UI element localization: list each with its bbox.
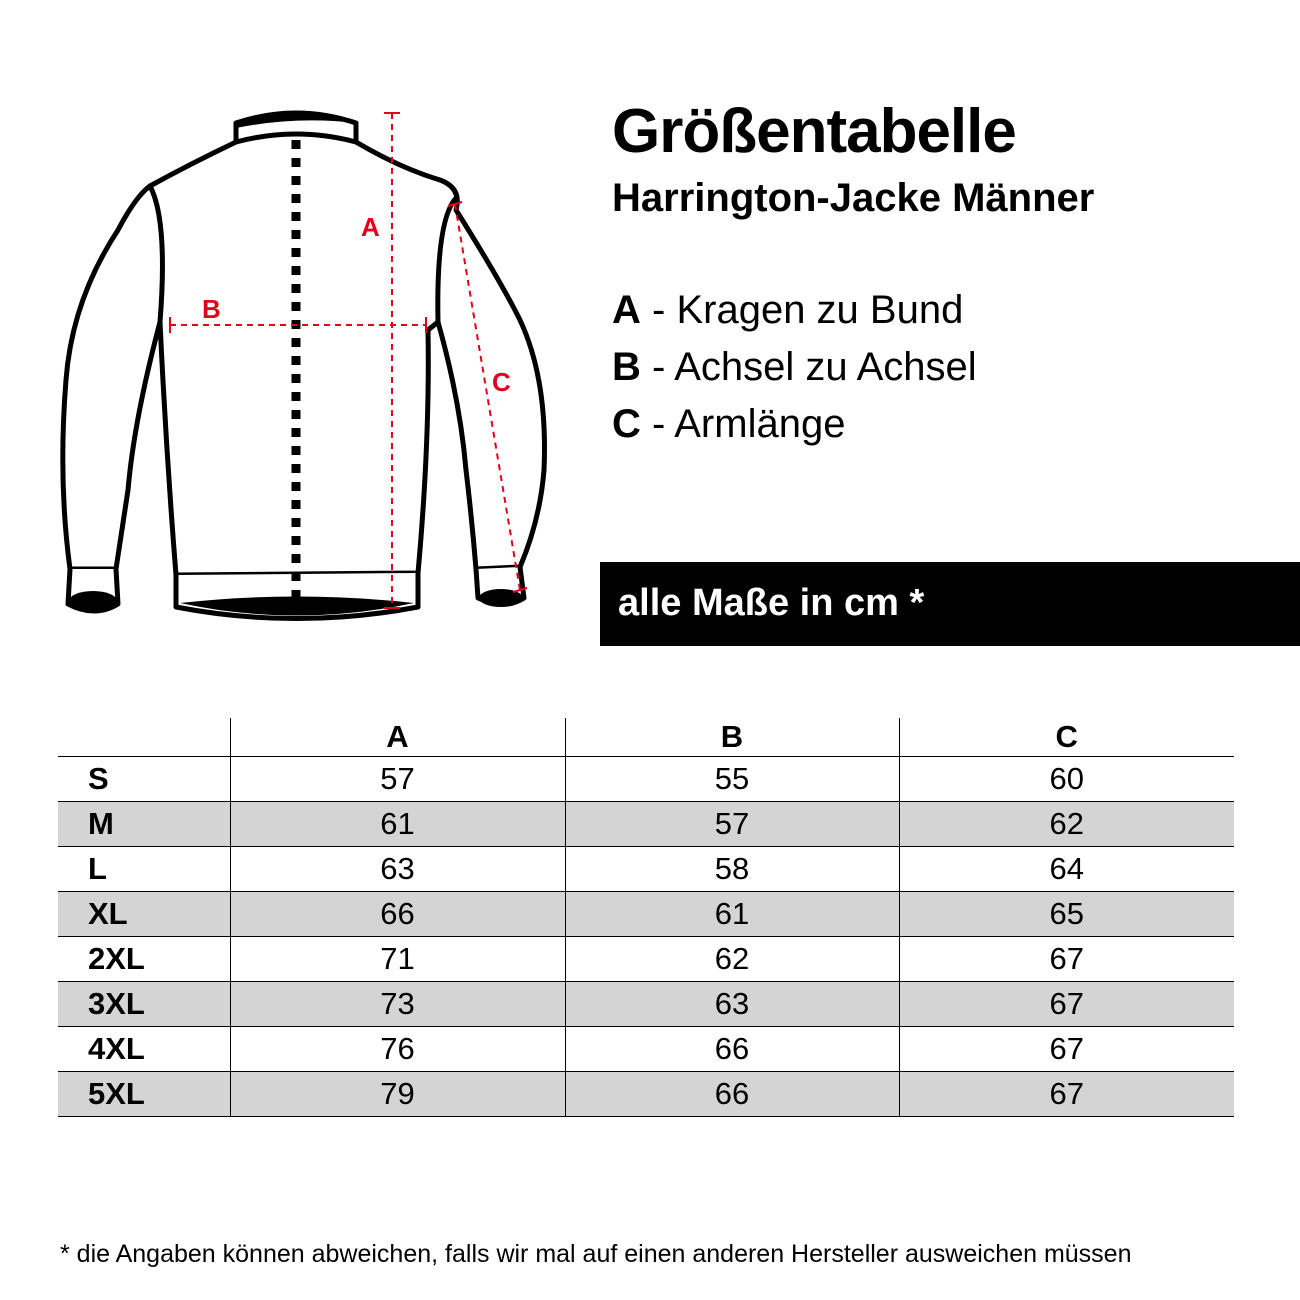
unit-note: alle Maße in cm * (618, 582, 925, 624)
legend-text: - Kragen zu Bund (652, 288, 964, 332)
value-b: 61 (565, 892, 899, 937)
value-c: 62 (899, 802, 1234, 847)
table-row (58, 757, 1234, 802)
jacket-body-outline (63, 113, 545, 575)
size-cell: XL (58, 892, 230, 937)
size-cell: S (58, 757, 230, 802)
table-row (58, 1027, 1234, 1072)
value-b: 63 (565, 982, 899, 1027)
size-cell: 4XL (58, 1027, 230, 1072)
value-c: 65 (899, 892, 1234, 937)
measurement-legend (612, 282, 977, 453)
value-c: 67 (899, 982, 1234, 1027)
size-cell: 3XL (58, 982, 230, 1027)
value-c: 64 (899, 847, 1234, 892)
header-c: C (899, 718, 1234, 757)
legend-item-c (612, 396, 977, 453)
diagram-label-b: B (202, 294, 221, 324)
legend-key: C (612, 402, 641, 446)
diagram-label-c: C (492, 367, 511, 397)
value-b: 58 (565, 847, 899, 892)
diagram-label-a: A (361, 212, 380, 242)
table-row (58, 937, 1234, 982)
jacket-diagram (0, 0, 600, 660)
size-cell: 2XL (58, 937, 230, 982)
value-b: 62 (565, 937, 899, 982)
value-c: 67 (899, 1072, 1234, 1117)
value-b: 66 (565, 1072, 899, 1117)
value-c: 67 (899, 1027, 1234, 1072)
value-b: 66 (565, 1027, 899, 1072)
legend-key: A (612, 288, 641, 332)
value-a: 73 (230, 982, 565, 1027)
legend-text: - Achsel zu Achsel (652, 345, 977, 389)
value-a: 71 (230, 937, 565, 982)
table-header-row (58, 718, 1234, 757)
table-row (58, 1072, 1234, 1117)
header-empty (58, 718, 230, 757)
table-row (58, 802, 1234, 847)
value-c: 67 (899, 937, 1234, 982)
value-a: 63 (230, 847, 565, 892)
page-title: Größentabelle (612, 97, 1016, 166)
legend-text: - Armlänge (652, 402, 846, 446)
value-a: 57 (230, 757, 565, 802)
value-a: 66 (230, 892, 565, 937)
size-table (58, 718, 1234, 1117)
size-cell: L (58, 847, 230, 892)
footnote: * die Angaben können abweichen, falls wir mal auf einen anderen Hersteller ausweichen müssen (60, 1240, 1132, 1268)
value-a: 76 (230, 1027, 565, 1072)
value-b: 55 (565, 757, 899, 802)
legend-key: B (612, 345, 641, 389)
header-b: B (565, 718, 899, 757)
value-a: 79 (230, 1072, 565, 1117)
value-a: 61 (230, 802, 565, 847)
unit-banner (600, 562, 1300, 646)
table-row (58, 847, 1234, 892)
size-cell: M (58, 802, 230, 847)
value-b: 57 (565, 802, 899, 847)
legend-item-b (612, 339, 977, 396)
legend-item-a (612, 282, 977, 339)
header-a: A (230, 718, 565, 757)
size-cell: 5XL (58, 1072, 230, 1117)
table-row (58, 892, 1234, 937)
value-c: 60 (899, 757, 1234, 802)
page-subtitle: Harrington-Jacke Männer (612, 176, 1095, 220)
table-row (58, 982, 1234, 1027)
cuff-shade-left (69, 591, 117, 611)
